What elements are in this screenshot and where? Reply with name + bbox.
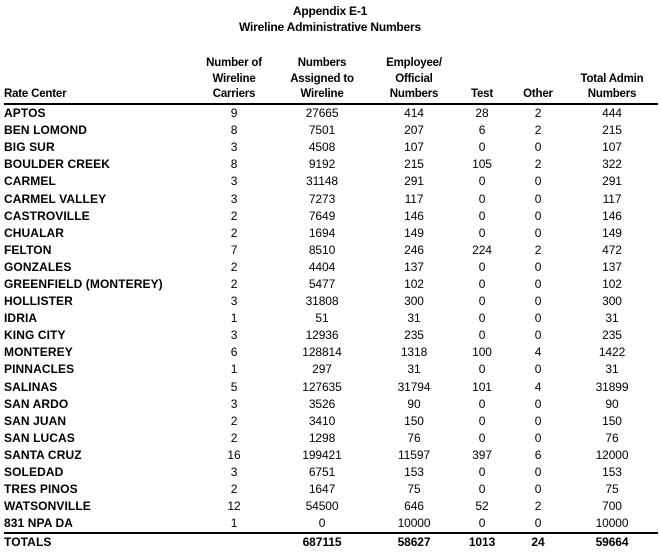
cell-employee: 153: [404, 465, 424, 480]
header-carriers-line: Wireline: [212, 72, 256, 85]
cell-carriers: 2: [230, 225, 238, 240]
cell-total: 137: [602, 259, 622, 274]
cell-rate-center: CARMEL: [4, 174, 56, 189]
cell-employee: 10000: [397, 516, 431, 531]
cell-other: 0: [534, 311, 542, 326]
totals-label: TOTALS: [4, 535, 52, 550]
header-other: Other: [523, 88, 553, 100]
cell-total: 75: [605, 482, 619, 497]
cell-other: 0: [534, 430, 542, 445]
cell-test: 0: [478, 516, 486, 531]
table-row: [4, 207, 658, 224]
header-total-line: Numbers: [587, 88, 637, 100]
cell-carriers: 8: [230, 157, 238, 172]
cell-total: 76: [605, 430, 619, 445]
cell-carriers: 1: [230, 362, 238, 377]
cell-employee: 235: [404, 328, 424, 343]
cell-employee: 300: [404, 294, 424, 309]
table-row: [4, 481, 658, 498]
cell-other: 4: [534, 345, 542, 360]
cell-rate-center: GONZALES: [4, 259, 72, 274]
cell-assigned: 31148: [306, 174, 338, 189]
cell-carriers: 3: [230, 191, 238, 206]
cell-carriers: 2: [230, 208, 238, 223]
cell-carriers: 2: [230, 413, 238, 428]
cell-carriers: 1: [230, 516, 238, 531]
cell-employee: 31: [407, 362, 421, 377]
table-row: [4, 139, 658, 156]
cell-total: 150: [602, 413, 622, 428]
cell-assigned: 4508: [308, 140, 336, 155]
cell-test: 0: [478, 362, 486, 377]
cell-employee: 646: [404, 499, 424, 514]
cell-employee: 215: [404, 157, 424, 172]
cell-other: 2: [534, 123, 542, 138]
totals-test: 1013: [468, 535, 496, 550]
cell-rate-center: IDRIA: [4, 311, 38, 326]
table-row: [4, 156, 658, 173]
cell-test: 100: [472, 345, 492, 360]
header-employee: [374, 56, 454, 104]
cell-total: 291: [602, 174, 622, 189]
cell-rate-center: SAN ARDO: [4, 396, 69, 411]
cell-carriers: 3: [230, 328, 238, 343]
cell-test: 0: [478, 276, 486, 291]
cell-employee: 246: [404, 242, 424, 257]
document-title: Appendix E-1: [292, 4, 368, 18]
cell-total: 215: [602, 123, 622, 138]
totals-carriers: [198, 533, 270, 551]
header-assigned: [270, 56, 374, 104]
header-assigned-line: Numbers: [297, 57, 347, 69]
cell-rate-center: PINNACLES: [4, 362, 75, 377]
cell-rate-center: SAN JUAN: [4, 413, 67, 428]
cell-test: 0: [478, 191, 486, 206]
cell-other: 6: [534, 447, 542, 462]
cell-assigned: 1298: [308, 430, 336, 445]
table-row: [4, 190, 658, 207]
cell-other: 0: [534, 225, 542, 240]
cell-test: 0: [478, 259, 486, 274]
cell-carriers: 3: [230, 174, 238, 189]
cell-test: 0: [478, 294, 486, 309]
cell-total: 149: [602, 225, 622, 240]
table-row: [4, 310, 658, 327]
cell-carriers: 6: [230, 345, 238, 360]
cell-employee: 414: [404, 106, 424, 121]
table-row: [4, 173, 658, 190]
cell-carriers: 12: [227, 499, 241, 514]
cell-rate-center: SAN LUCAS: [4, 430, 75, 445]
cell-other: 0: [534, 516, 542, 531]
cell-total: 700: [602, 499, 622, 514]
table-row: [4, 498, 658, 515]
table-row: [4, 515, 658, 533]
table-row: [4, 104, 658, 122]
cell-other: 0: [534, 294, 542, 309]
cell-carriers: 2: [230, 430, 238, 445]
cell-assigned: 9192: [308, 157, 336, 172]
cell-total: 146: [602, 208, 622, 223]
cell-carriers: 16: [227, 447, 241, 462]
cell-carriers: 2: [230, 259, 238, 274]
cell-rate-center: TRES PINOS: [4, 482, 78, 497]
cell-other: 0: [534, 396, 542, 411]
cell-rate-center: 831 NPA DA: [4, 516, 74, 531]
cell-rate-center: MONTEREY: [4, 345, 73, 360]
cell-total: 12000: [595, 447, 629, 462]
admin-numbers-table: [4, 56, 658, 551]
cell-rate-center: BIG SUR: [4, 140, 55, 155]
table-row: [4, 412, 658, 429]
cell-assigned: 1647: [308, 482, 336, 497]
cell-total: 235: [602, 328, 622, 343]
cell-assigned: 297: [312, 362, 332, 377]
header-row: [4, 56, 658, 104]
cell-employee: 11597: [398, 447, 430, 462]
cell-employee: 137: [404, 259, 424, 274]
cell-carriers: 3: [230, 294, 238, 309]
cell-rate-center: CASTROVILLE: [4, 208, 90, 223]
cell-employee: 107: [404, 140, 424, 155]
cell-total: 31: [605, 362, 619, 377]
cell-carriers: 5: [230, 379, 238, 394]
cell-carriers: 2: [230, 276, 238, 291]
header-rate-center: Rate Center: [4, 88, 67, 100]
cell-test: 0: [478, 140, 486, 155]
cell-other: 0: [534, 174, 542, 189]
cell-test: 0: [478, 174, 486, 189]
cell-carriers: 1: [230, 311, 238, 326]
table-row: [4, 361, 658, 378]
totals-row: [4, 533, 658, 551]
cell-employee: 1318: [400, 345, 428, 360]
cell-rate-center: SOLEDAD: [4, 465, 64, 480]
header-carriers: [198, 56, 270, 104]
cell-other: 4: [534, 379, 542, 394]
cell-test: 0: [478, 465, 486, 480]
cell-employee: 31794: [397, 379, 431, 394]
cell-total: 102: [602, 276, 622, 291]
header-carriers-line: Carriers: [212, 88, 256, 100]
cell-test: 0: [478, 482, 486, 497]
cell-test: 0: [478, 413, 486, 428]
cell-carriers: 9: [230, 106, 238, 121]
totals-total: 59664: [595, 535, 629, 550]
cell-test: 105: [472, 157, 492, 172]
cell-total: 153: [602, 465, 622, 480]
cell-other: 0: [534, 482, 542, 497]
cell-rate-center: BOULDER CREEK: [4, 157, 110, 172]
cell-total: 472: [602, 242, 622, 257]
cell-assigned: 4404: [308, 259, 336, 274]
header-employee-line: Numbers: [389, 88, 439, 100]
table-row: [4, 275, 658, 292]
cell-assigned: 1694: [308, 225, 336, 240]
cell-other: 2: [534, 106, 542, 121]
cell-employee: 207: [404, 123, 424, 138]
cell-assigned: 0: [318, 516, 326, 531]
cell-other: 0: [534, 276, 542, 291]
cell-rate-center: GREENFIELD (MONTEREY): [4, 276, 163, 291]
table-row: [4, 463, 658, 480]
cell-carriers: 3: [230, 465, 238, 480]
cell-other: 0: [534, 140, 542, 155]
cell-rate-center: KING CITY: [4, 328, 66, 343]
cell-assigned: 3410: [308, 413, 336, 428]
cell-rate-center: FELTON: [4, 242, 52, 257]
cell-employee: 150: [404, 413, 424, 428]
cell-assigned: 51: [315, 311, 329, 326]
cell-assigned: 5477: [308, 276, 336, 291]
cell-assigned: 127635: [302, 379, 342, 394]
table-row: [4, 258, 658, 275]
cell-test: 0: [478, 208, 486, 223]
cell-assigned: 54500: [305, 499, 339, 514]
cell-rate-center: BEN LOMOND: [4, 123, 87, 138]
cell-carriers: 2: [230, 482, 238, 497]
table-row: [4, 293, 658, 310]
document-subtitle: Wireline Administrative Numbers: [239, 20, 421, 34]
header-assigned-line: Wireline: [300, 88, 344, 100]
table-row: [4, 446, 658, 463]
cell-assigned: 7649: [308, 208, 336, 223]
header-employee-line: Official: [395, 72, 433, 85]
cell-test: 0: [478, 430, 486, 445]
cell-assigned: 7273: [308, 191, 336, 206]
cell-rate-center: HOLLISTER: [4, 294, 73, 309]
table-row: [4, 429, 658, 446]
cell-assigned: 128814: [302, 345, 342, 360]
cell-employee: 31: [407, 311, 421, 326]
cell-test: 0: [478, 311, 486, 326]
table-row: [4, 241, 658, 258]
cell-total: 10000: [595, 516, 629, 531]
table-row: [4, 122, 658, 139]
table-row: [4, 344, 658, 361]
header-carriers-line: Number of: [206, 57, 262, 69]
table-row: [4, 224, 658, 241]
cell-other: 2: [534, 157, 542, 172]
cell-assigned: 8510: [308, 242, 336, 257]
cell-test: 397: [472, 447, 492, 462]
cell-employee: 90: [407, 396, 421, 411]
table-row: [4, 395, 658, 412]
totals-other: 24: [531, 535, 545, 550]
cell-rate-center: WATSONVILLE: [4, 499, 91, 514]
cell-total: 107: [602, 140, 622, 155]
cell-assigned: 12936: [305, 328, 339, 343]
cell-carriers: 7: [230, 242, 238, 257]
cell-employee: 149: [404, 225, 424, 240]
cell-employee: 102: [404, 276, 424, 291]
cell-assigned: 31808: [305, 294, 339, 309]
cell-rate-center: APTOS: [4, 106, 46, 121]
header-total-line: Total Admin: [580, 72, 644, 85]
cell-assigned: 7501: [308, 123, 336, 138]
cell-employee: 75: [407, 482, 421, 497]
cell-test: 28: [475, 106, 489, 121]
cell-other: 0: [534, 413, 542, 428]
cell-employee: 76: [407, 430, 421, 445]
cell-total: 1422: [598, 345, 626, 360]
cell-carriers: 3: [230, 140, 238, 155]
cell-assigned: 6751: [308, 465, 336, 480]
cell-total: 300: [602, 294, 622, 309]
header-assigned-line: Assigned to: [290, 72, 354, 85]
cell-employee: 146: [404, 208, 424, 223]
cell-total: 444: [602, 106, 622, 121]
cell-test: 224: [472, 242, 492, 257]
cell-rate-center: SALINAS: [4, 379, 58, 394]
cell-rate-center: CARMEL VALLEY: [4, 191, 107, 206]
table-body: [4, 104, 658, 533]
cell-rate-center: CHUALAR: [4, 225, 65, 240]
cell-test: 0: [478, 225, 486, 240]
cell-assigned: 3526: [308, 396, 336, 411]
cell-employee: 291: [404, 174, 424, 189]
cell-employee: 117: [404, 191, 424, 206]
cell-other: 0: [534, 465, 542, 480]
cell-other: 0: [534, 362, 542, 377]
cell-other: 0: [534, 259, 542, 274]
cell-total: 31899: [595, 379, 629, 394]
cell-assigned: 27665: [305, 106, 339, 121]
cell-carriers: 8: [230, 123, 238, 138]
totals-employee: 58627: [397, 535, 431, 550]
cell-test: 0: [478, 396, 486, 411]
cell-total: 31: [605, 311, 619, 326]
cell-total: 322: [602, 157, 622, 172]
table-row: [4, 378, 658, 395]
cell-other: 0: [534, 208, 542, 223]
header-test: Test: [471, 88, 493, 100]
cell-test: 52: [475, 499, 489, 514]
header-employee-line: Employee/: [386, 57, 442, 69]
cell-test: 6: [478, 123, 486, 138]
cell-other: 0: [534, 191, 542, 206]
cell-other: 0: [534, 328, 542, 343]
header-total: [566, 56, 658, 104]
cell-carriers: 3: [230, 396, 238, 411]
cell-test: 101: [472, 379, 492, 394]
totals-assigned: 687115: [302, 535, 342, 550]
cell-test: 0: [478, 328, 486, 343]
cell-total: 90: [605, 396, 619, 411]
cell-other: 2: [534, 242, 542, 257]
cell-rate-center: SANTA CRUZ: [4, 447, 82, 462]
table-row: [4, 327, 658, 344]
cell-assigned: 199421: [302, 447, 342, 462]
cell-total: 117: [602, 191, 622, 206]
cell-other: 2: [534, 499, 542, 514]
